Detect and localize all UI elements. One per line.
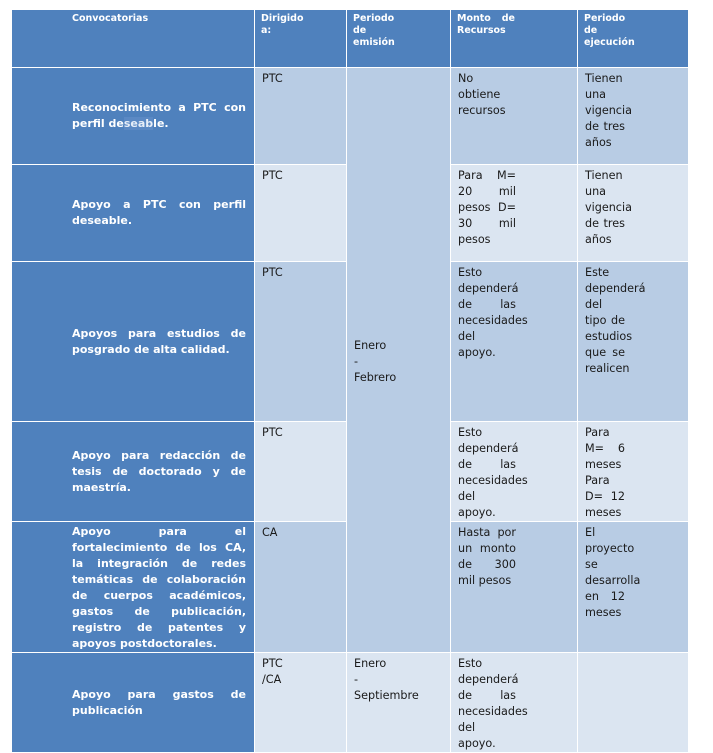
monto-text: Hasta por un monto de 300 mil pesos [458,526,516,587]
ejecucion-text: Tienen una vigencia de tres años [585,72,632,149]
convocatorias-table [11,9,689,753]
table-row [12,653,689,753]
emision-text: Enero - Febrero [354,338,397,384]
header-monto-text: Monto de Recursos [457,13,515,36]
emision-text: Enero - Septiembre [354,657,419,702]
convocatoria-cell [12,68,255,165]
monto-text: No obtiene recursos [458,72,506,117]
ejecucion-cell [578,522,689,653]
monto-cell [451,262,578,422]
ejecucion-text: Este dependerá del tipo de estudios que se realicen [585,266,646,375]
monto-text: Esto dependerá de las necesidades del apoyo. [458,426,528,519]
convocatoria-cell: Apoyo para gastos de publicación [12,653,255,753]
header-periodo-emision-text: Periodo de emisión [353,13,395,48]
monto-text: Para M= 20 mil pesos D= 30 mil pesos [458,169,516,246]
ejecucion-cell [578,653,689,753]
monto-cell [451,68,578,165]
ejecucion-text: Para M= 6 meses Para D= 12 meses [585,426,625,519]
monto-cell [451,422,578,522]
convocatoria-cell: Apoyo para redacción de tesis de doctorado y de maestría. [12,422,255,522]
dirigido-text: PTC [262,266,283,279]
convocatoria-cell: Apoyos para estudios de posgrado de alta calidad. [12,262,255,422]
dirigido-text: CA [262,526,278,539]
convocatoria-cell: Apoyo para el fortalecimiento de los CA, la integración de redes temáticas de colaboración de cuerpos académicos, gastos de publicación, registro de patentes y apoyos postdoctorales. [12,522,255,653]
monto-cell [451,522,578,653]
dirigido-cell [255,165,347,262]
dirigido-cell [255,68,347,165]
emision-cell [347,653,451,753]
ejecucion-text: Tienen una vigencia de tres años [585,169,632,246]
header-convocatorias: Convocatorias [12,10,255,68]
monto-cell [451,165,578,262]
emision-cell-shared [347,68,451,653]
dirigido-cell [255,262,347,422]
convocatoria-text-end: le. [153,117,169,130]
dirigido-text: PTC [262,169,283,182]
header-periodo-emision [347,10,451,68]
monto-text: Esto dependerá de las necesidades del apoyo. [458,266,528,359]
ejecucion-cell [578,68,689,165]
monto-cell [451,653,578,753]
dirigido-text: PTC [262,426,283,439]
dirigido-text: PTC [262,72,283,85]
ejecucion-cell [578,262,689,422]
table-row [12,68,689,165]
dirigido-cell [255,653,347,753]
ejecucion-text: El proyecto se desarrolla en 12 meses [585,526,641,619]
ejecucion-cell [578,422,689,522]
header-dirigido [255,10,347,68]
header-dirigido-text: Dirigido a: [261,13,304,36]
dirigido-cell [255,422,347,522]
ejecucion-cell [578,165,689,262]
convocatoria-text: Reconocimiento a PTC con perfil de [72,101,246,130]
dirigido-cell [255,522,347,653]
monto-text: Esto dependerá de las necesidades del apoyo. [458,657,528,750]
header-periodo-ejecucion [578,10,689,68]
header-monto [451,10,578,68]
dirigido-text: PTC /CA [262,657,283,686]
convocatoria-cell: Apoyo a PTC con perfil deseable. [12,165,255,262]
header-row [12,10,689,68]
highlighted-text: seab [123,117,154,130]
header-periodo-ejecucion-text: Periodo de ejecución [584,13,635,48]
